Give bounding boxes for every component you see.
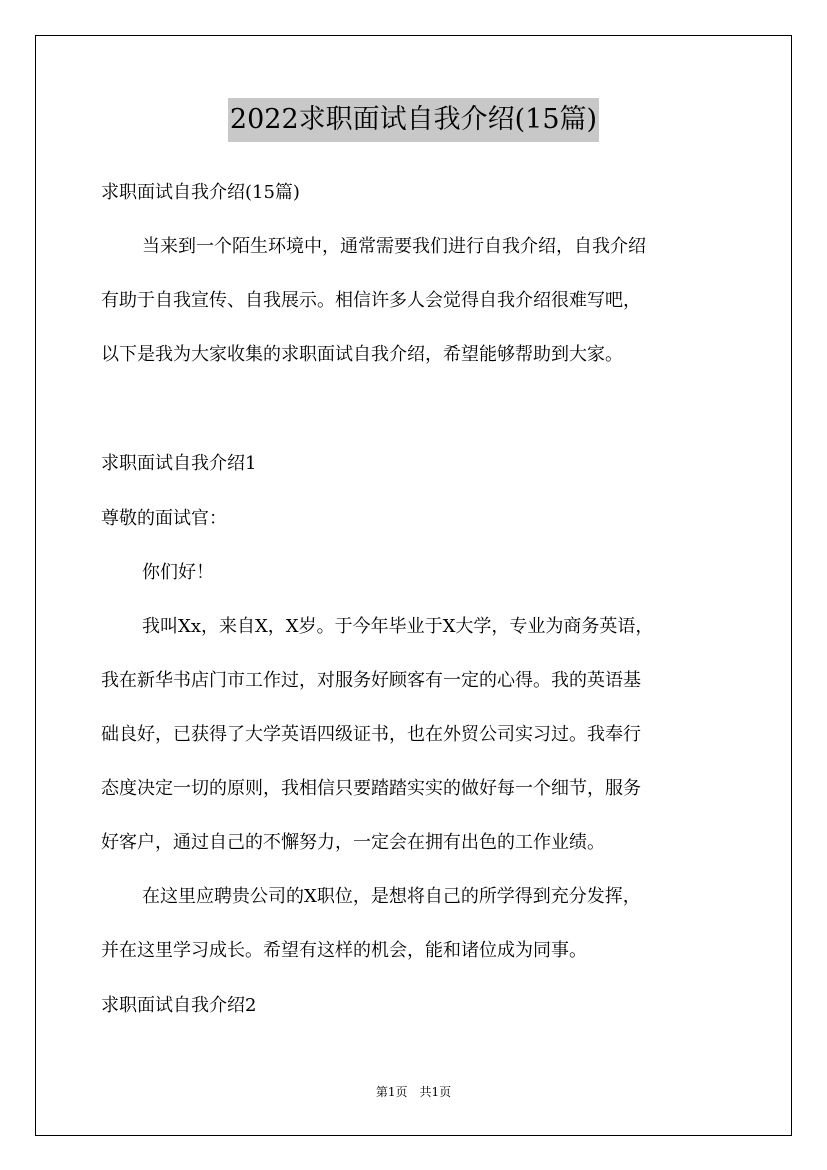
closing-line: 并在这里学习成长。希望有这样的机会，能和诸位成为同事。 (101, 940, 587, 961)
body-line: 础良好，已获得了大学英语四级证书，也在外贸公司实习过。我奉行 (101, 724, 641, 745)
salutation: 尊敬的面试官： (101, 508, 227, 529)
page-footer: 第1页 共1页 (375, 1085, 452, 1099)
title-container (0, 98, 827, 142)
closing-line: 在这里应聘贵公司的X职位，是想将自己的所学得到充分发挥， (142, 886, 641, 907)
intro-line: 当来到一个陌生环境中，通常需要我们进行自我介绍，自我介绍 (142, 236, 646, 257)
body-line: 我在新华书店门市工作过，对服务好顾客有一定的心得。我的英语基 (101, 670, 641, 691)
intro-line: 以下是我为大家收集的求职面试自我介绍，希望能够帮助到大家。 (101, 344, 623, 365)
intro-line: 有助于自我宣传、自我展示。相信许多人会觉得自我介绍很难写吧， (101, 290, 641, 311)
body-line: 我叫Xx，来自X，X岁。于今年毕业于X大学，专业为商务英语， (142, 616, 654, 637)
section-heading-2: 求职面试自我介绍2 (101, 995, 257, 1016)
greeting: 你们好！ (142, 562, 214, 583)
document-title: 2022求职面试自我介绍(15篇) (228, 98, 599, 142)
body-line: 好客户，通过自己的不懈努力，一定会在拥有出色的工作业绩。 (101, 832, 605, 853)
document-subtitle: 求职面试自我介绍(15篇) (101, 182, 300, 203)
section-heading-1: 求职面试自我介绍1 (101, 453, 257, 474)
body-line: 态度决定一切的原则，我相信只要踏踏实实的做好每一个细节，服务 (101, 778, 641, 799)
